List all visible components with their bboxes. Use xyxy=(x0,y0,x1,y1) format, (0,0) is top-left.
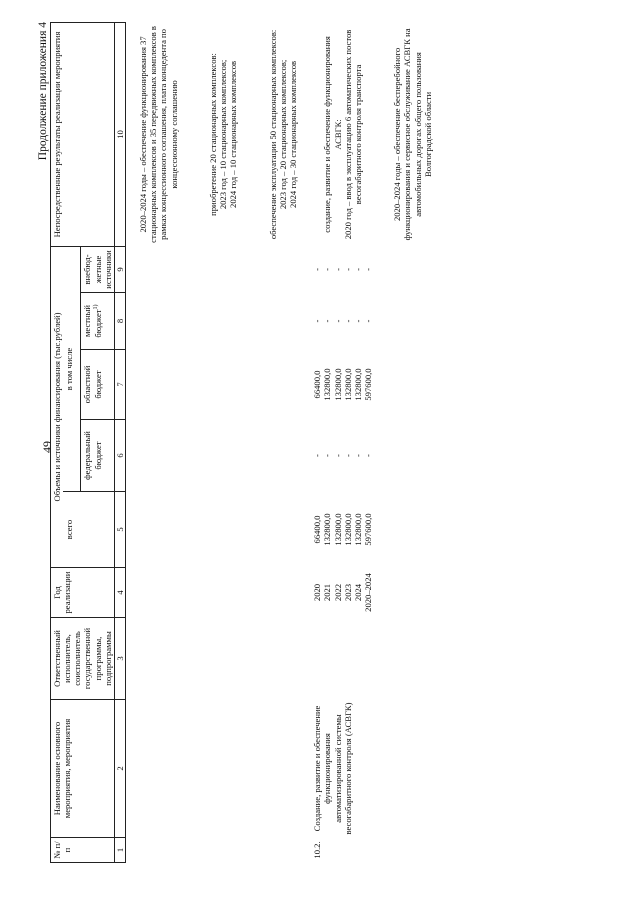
row-federal: - - - - - - xyxy=(312,454,373,457)
col-num: 1 xyxy=(114,838,125,863)
header-including: в том числе xyxy=(63,246,81,491)
row-local: - - - - - - xyxy=(312,319,373,323)
header-extrabudget: внебюд- жетные источники xyxy=(81,246,114,292)
header-total: всего xyxy=(63,492,114,568)
col-num: 10 xyxy=(114,22,125,246)
header-local-footnote: 1) xyxy=(92,304,99,310)
col-num: 9 xyxy=(114,246,125,292)
header-federal: федеральный бюджет xyxy=(81,420,114,492)
row-number: 10.2. xyxy=(312,841,323,859)
table-row-previous xyxy=(125,22,310,862)
col-num: 8 xyxy=(114,293,125,350)
financing-table xyxy=(50,22,445,863)
header-regional: областной бюджет xyxy=(81,350,114,420)
result-text xyxy=(310,22,445,246)
column-number-row xyxy=(114,22,125,862)
header-funding: Объемы и источники финансирования (тыс.рублей) xyxy=(51,246,64,567)
header-executor: Ответственный исполнитель, соисполнитель государственной программы, подпрограммы xyxy=(51,618,115,700)
row-extrabudget: - - - - - - xyxy=(312,268,373,271)
header-local-text: местный бюджет xyxy=(82,305,103,338)
col-num: 6 xyxy=(114,420,125,492)
row-total: 66400,0 132800,0 132800,0 132800,0 132800,0 597600,0 xyxy=(312,513,373,546)
page-number: 49 xyxy=(40,441,54,453)
table-row-10-2 xyxy=(310,22,445,862)
result-paragraph: 2020–2024 годы – обеспечение бесперебойного функционирования и сервисное обслуживание АСВГК на автомобильных дорогах общего пользования Волгоградской области xyxy=(392,28,433,241)
col-num: 3 xyxy=(114,618,125,700)
col-num: 7 xyxy=(114,350,125,420)
header-row-1 xyxy=(51,22,64,862)
result-paragraph: обеспечение эксплуатации 50 стационарных комплексов: 2023 год – 20 стационарных комплексов; 2024 год – 30 стационарных комплексов xyxy=(267,29,298,240)
header-results: Непосредственные результаты реализации мероприятия xyxy=(51,22,115,246)
result-paragraph: создание, развитие и обеспечение функционирования АСВГК: 2020 год – ввод в эксплуатацию 6 автоматических постов весогабаритного контроля транспорта xyxy=(322,29,363,240)
col-num: 2 xyxy=(114,700,125,838)
col-num: 5 xyxy=(114,492,125,568)
row-years: 2020 2021 2022 2023 2024 2020–2024 xyxy=(312,573,373,612)
result-paragraph: приобретение 20 стационарных комплексов: 2023 год – 10 стационарных комплексов; 2024 год – 10 стационарных комплексов xyxy=(207,53,239,216)
header-name: Наименование основного мероприятия, мероприятия xyxy=(51,700,115,838)
row-name: Создание, развитие и обеспечение функционирования автоматизированной системы весогабаритного контроля (АСВГК) xyxy=(312,702,353,835)
row-executor xyxy=(310,618,445,700)
col-num: 4 xyxy=(114,568,125,618)
row-regional: 66400,0 132800,0 132800,0 132800,0 132800,0 597600,0 xyxy=(312,368,373,401)
header-year: Год реализации xyxy=(51,568,115,618)
continuation-label: Продолжение приложения 4 xyxy=(37,22,49,161)
result-paragraph: 2020–2024 годы – обеспечение функционирования 37 стационарных комплексов и 35 передвижных комплексов в рамках концессионного соглашения, плата концедента по концессионному соглашению xyxy=(138,26,179,243)
result-text xyxy=(125,22,310,246)
header-local xyxy=(81,293,114,350)
header-no: № п/п xyxy=(51,838,115,863)
